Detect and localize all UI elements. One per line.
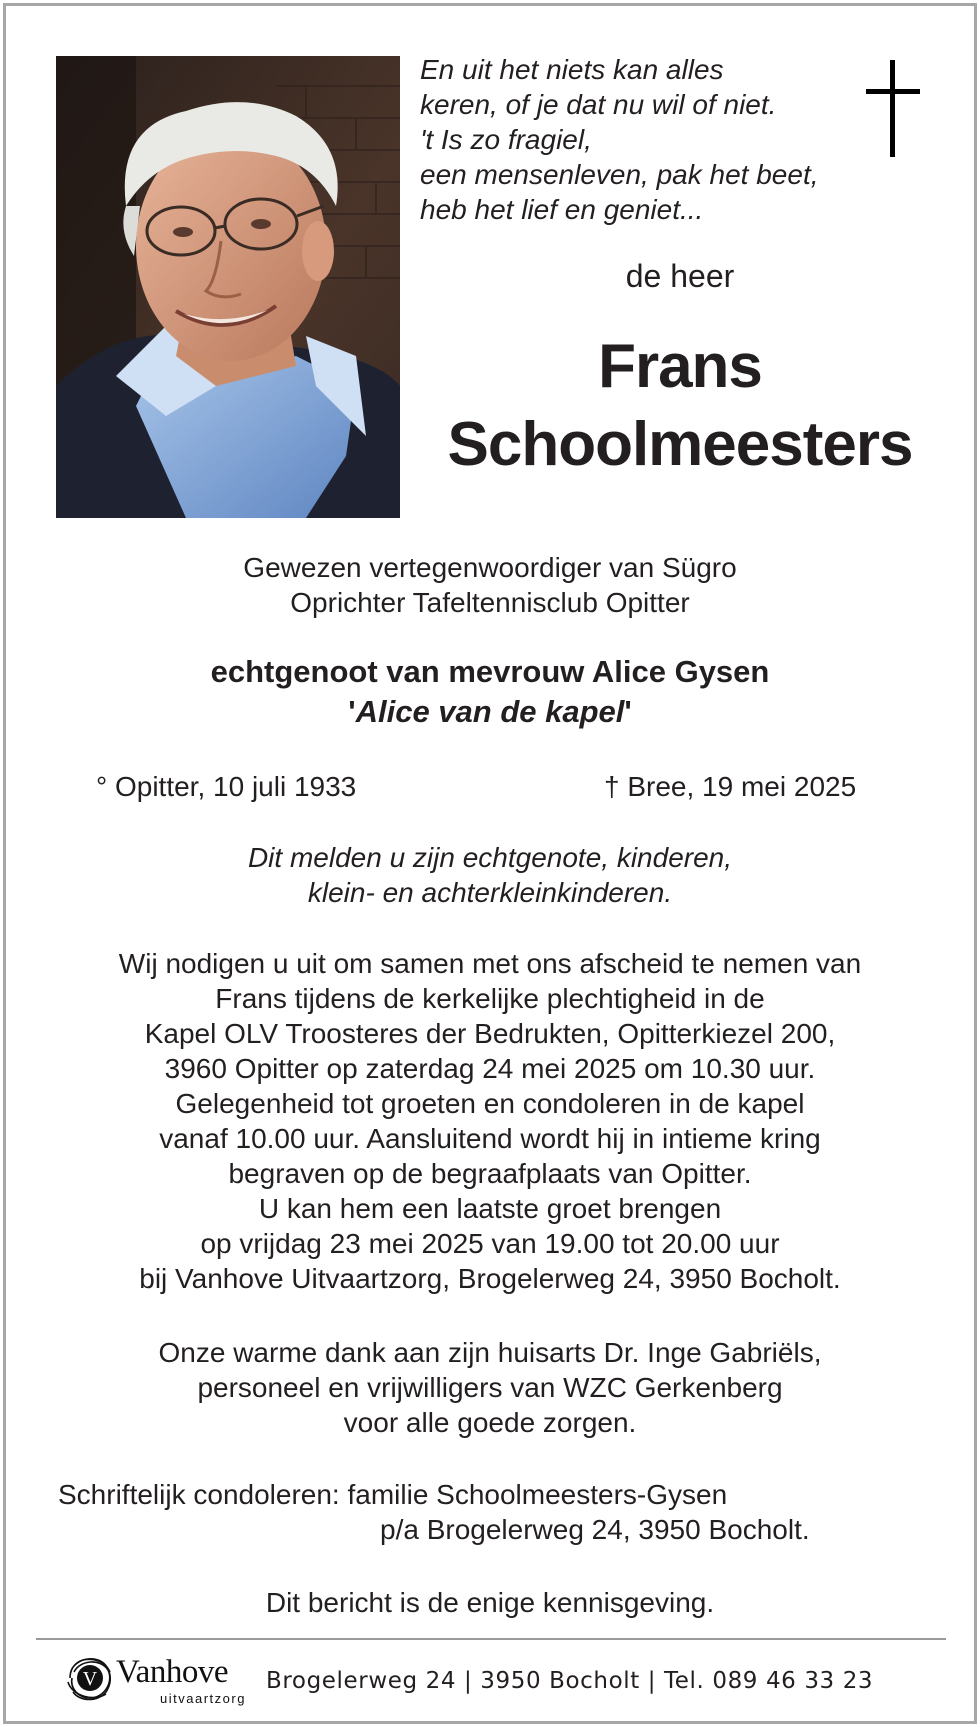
invitation-line: Wij nodigen u uit om samen met ons afscheid te nemen van	[118, 948, 862, 979]
condolences-address: p/a Brogelerweg 24, 3950 Bocholt.	[380, 1514, 810, 1545]
poem-line: keren, of je dat nu wil of niet.	[420, 89, 777, 120]
poem-line: 't Is zo fragiel,	[420, 124, 592, 155]
logo-emblem-icon	[64, 1652, 116, 1704]
thanks	[0, 1335, 980, 1440]
invitation	[0, 946, 980, 1296]
announcement-line: klein- en achterkleinkinderen.	[307, 877, 673, 908]
announcement-line: Dit melden u zijn echtgenote, kinderen,	[247, 842, 733, 873]
notice: Dit bericht is de enige kennisgeving.	[265, 1587, 715, 1618]
invitation-line: 3960 Opitter op zaterdag 24 mei 2025 om 10.30 uur.	[164, 1053, 816, 1084]
invitation-line: Frans tijdens de kerkelijke plechtigheid in de	[215, 983, 765, 1014]
thanks-line: personeel en vrijwilligers van WZC Gerkenberg	[197, 1372, 783, 1403]
vanhove-logo	[64, 1652, 264, 1712]
announcement	[0, 840, 980, 910]
invitation-line: vanaf 10.00 uur. Aansluitend wordt hij in intieme kring	[159, 1123, 821, 1154]
invitation-line: op vrijdag 23 mei 2025 van 19.00 tot 20.00 uur	[200, 1228, 780, 1259]
quote-open: '	[348, 694, 356, 729]
deceased-name	[420, 328, 940, 484]
cross-icon	[862, 60, 922, 160]
first-name: Frans	[598, 332, 762, 401]
birth-date: ° Opitter, 10 juli 1933	[96, 771, 357, 802]
invitation-line: bij Vanhove Uitvaartzorg, Brogelerweg 24, 3950 Bocholt.	[139, 1263, 841, 1294]
role-line: Gewezen vertegenwoordiger van Sügro	[243, 552, 737, 583]
poem	[420, 52, 880, 227]
portrait-illustration	[56, 56, 400, 518]
spouse	[0, 652, 980, 732]
spouse-line: echtgenoot van mevrouw Alice Gysen	[210, 654, 770, 689]
brand-subtitle: uitvaartzorg	[160, 1691, 246, 1706]
invitation-line: begraven op de begraafplaats van Opitter.	[228, 1158, 752, 1189]
thanks-line: Onze warme dank aan zijn huisarts Dr. Inge Gabriëls,	[158, 1337, 822, 1368]
quote-close: '	[624, 694, 632, 729]
spouse-nickname-line	[0, 692, 980, 732]
thanks-line: voor alle goede zorgen.	[343, 1407, 637, 1438]
poem-line: En uit het niets kan alles	[420, 54, 724, 85]
death-date: † Bree, 19 mei 2025	[604, 771, 857, 802]
poem-line: heb het lief en geniet...	[420, 194, 704, 225]
invitation-line: U kan hem een laatste groet brengen	[258, 1193, 722, 1224]
invitation-line: Kapel OLV Troosteres der Bedrukten, Opitterkiezel 200,	[144, 1018, 836, 1049]
footer-divider	[36, 1638, 946, 1640]
portrait-photo	[56, 56, 400, 518]
invitation-line: Gelegenheid tot groeten en condoleren in de kapel	[175, 1088, 805, 1119]
spouse-nickname: Alice van de kapel	[355, 694, 625, 729]
footer-address: Brogelerweg 24 | 3950 Bocholt | Tel. 089 46 33 23	[266, 1668, 874, 1694]
poem-line: een mensenleven, pak het beet,	[420, 159, 819, 190]
logo-letter: V	[82, 1668, 98, 1690]
last-name: Schoolmeesters	[447, 410, 913, 479]
condolences-line: Schriftelijk condoleren: familie Schoolmeesters-Gysen	[58, 1479, 728, 1510]
roles	[0, 550, 980, 620]
honorific: de heer	[625, 258, 735, 294]
brand-name: Vanhove	[116, 1654, 228, 1690]
role-line: Oprichter Tafeltennisclub Opitter	[290, 587, 690, 618]
